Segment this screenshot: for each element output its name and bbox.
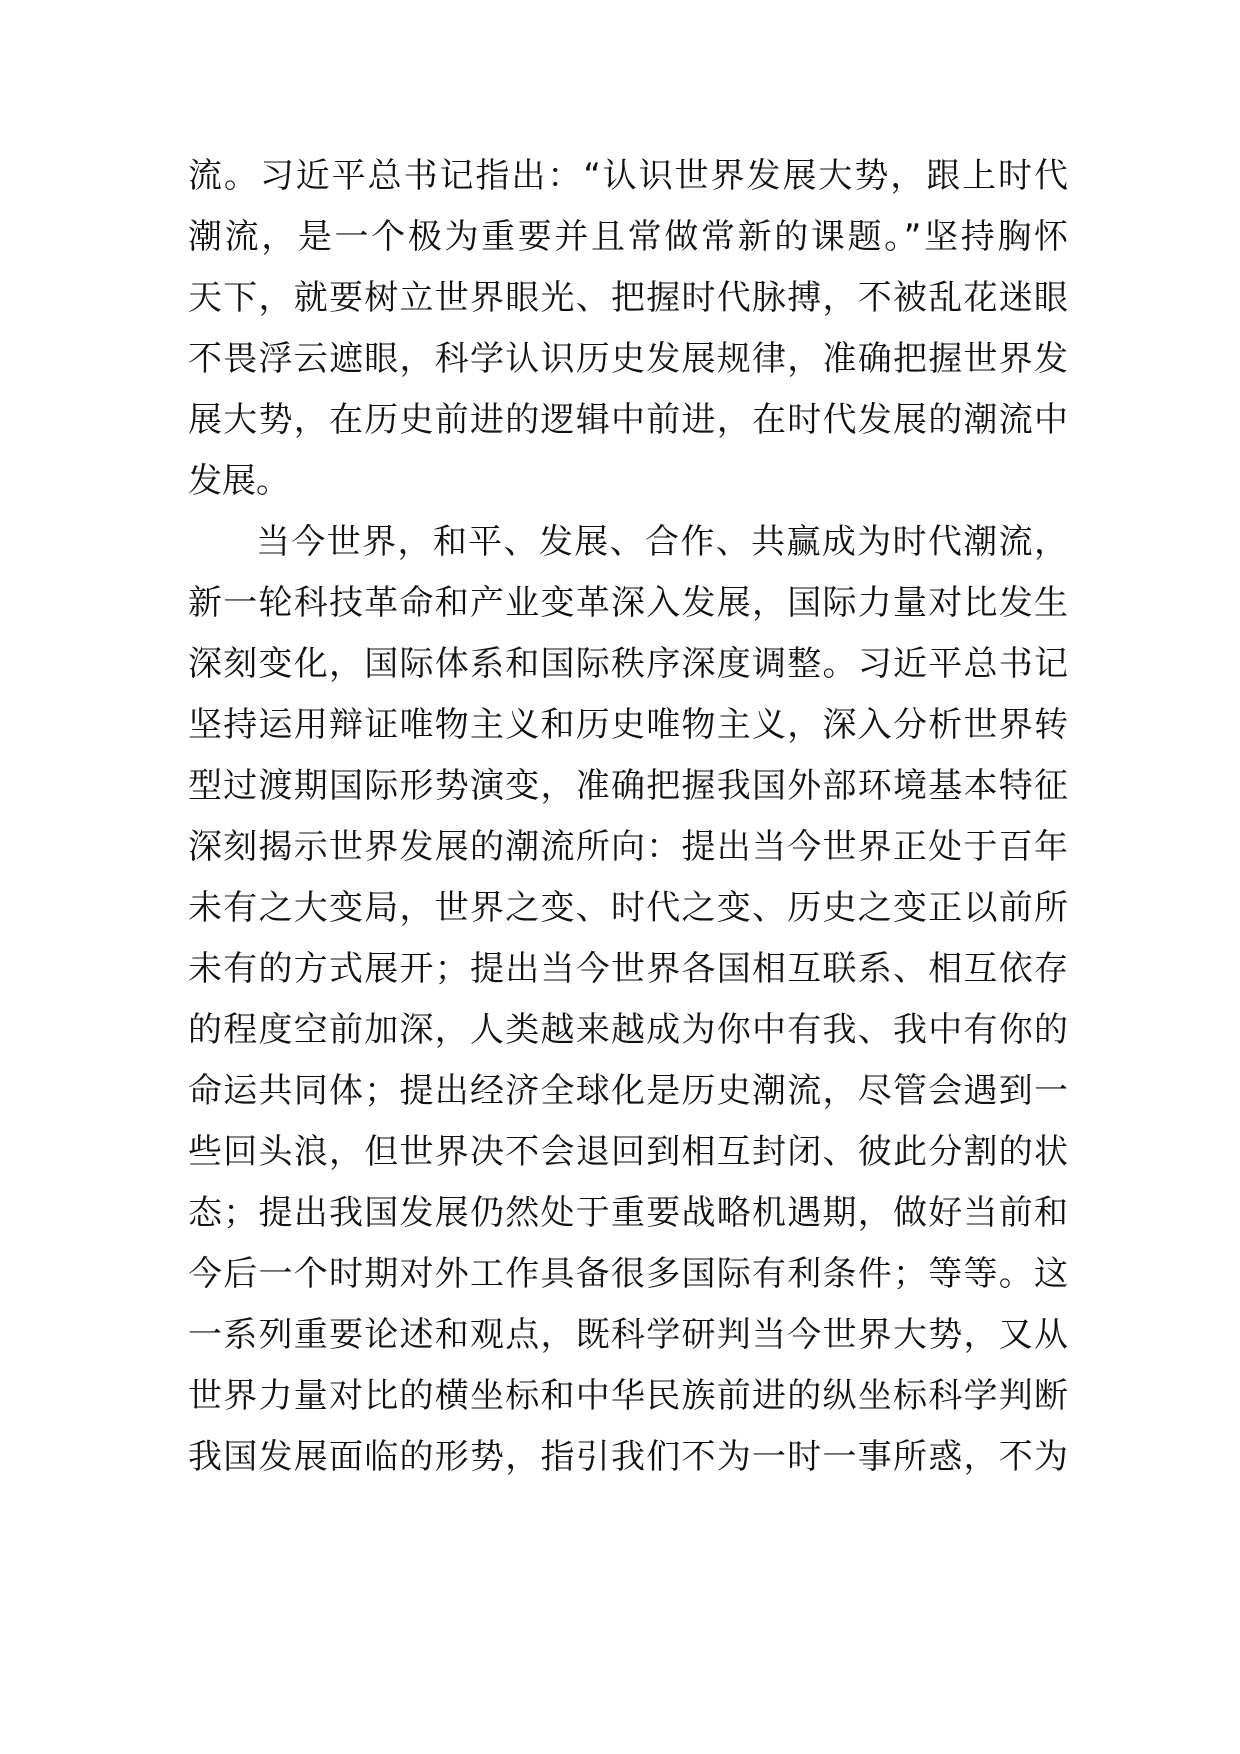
text-line: 未有之大变局，世界之变、时代之变、历史之变正以前所: [188, 888, 1068, 928]
text-line: 不畏浮云遮眼，科学认识历史发展规律，准确把握世界发: [188, 339, 1068, 379]
text-line: 新一轮科技革命和产业变革深入发展，国际力量对比发生: [188, 583, 1068, 623]
text-line: 今后一个时期对外工作具备很多国际有利条件；等等。这: [188, 1254, 1068, 1294]
text-line: 展大势，在历史前进的逻辑中前进，在时代发展的潮流中: [188, 400, 1068, 440]
text-line: 流。习近平总书记指出：“认识世界发展大势，跟上时代: [188, 156, 1068, 196]
text-line: 天下，就要树立世界眼光、把握时代脉搏，不被乱花迷眼: [188, 278, 1068, 318]
text-line: 深刻变化，国际体系和国际秩序深度调整。习近平总书记: [188, 644, 1068, 684]
text-line: 深刻揭示世界发展的潮流所向：提出当今世界正处于百年: [188, 827, 1068, 867]
text-line: 未有的方式展开；提出当今世界各国相互联系、相互依存: [188, 949, 1068, 989]
text-line: 的程度空前加深，人类越来越成为你中有我、我中有你的: [188, 1010, 1068, 1050]
text-line: 发展。: [188, 461, 290, 501]
text-line: 世界力量对比的横坐标和中华民族前进的纵坐标科学判断: [188, 1376, 1068, 1416]
text-line: 些回头浪，但世界决不会退回到相互封闭、彼此分割的状: [188, 1132, 1068, 1172]
text-line: 态；提出我国发展仍然处于重要战略机遇期，做好当前和: [188, 1193, 1068, 1233]
text-line: 坚持运用辩证唯物主义和历史唯物主义，深入分析世界转: [188, 705, 1068, 745]
text-line: 型过渡期国际形势演变，准确把握我国外部环境基本特征: [188, 766, 1068, 806]
text-line: 命运共同体；提出经济全球化是历史潮流，尽管会遇到一: [188, 1071, 1068, 1111]
paragraph-first-line: 当今世界，和平、发展、合作、共赢成为时代潮流，: [256, 522, 1068, 562]
text-line: 潮流，是一个极为重要并且常做常新的课题。”坚持胸怀: [188, 217, 1068, 257]
text-line: 我国发展面临的形势，指引我们不为一时一事所惑，不为: [188, 1437, 1068, 1477]
text-line: 一系列重要论述和观点，既科学研判当今世界大势，又从: [188, 1315, 1068, 1355]
